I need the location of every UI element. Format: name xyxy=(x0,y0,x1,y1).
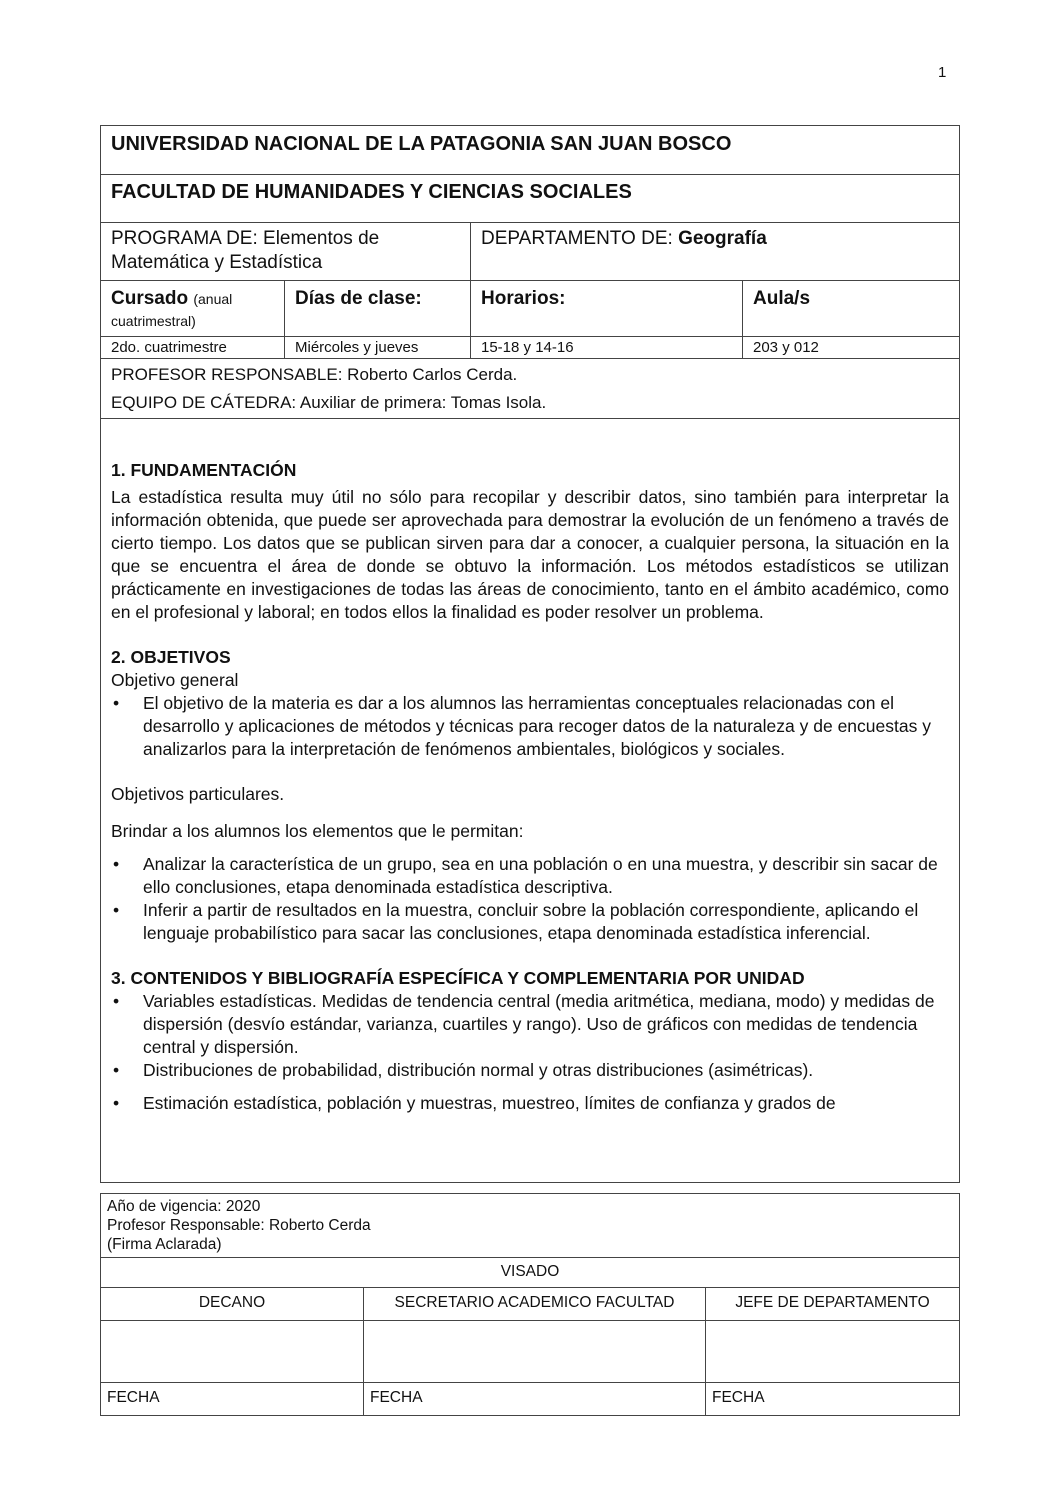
list-item-text: Estimación estadística, población y muestras, muestreo, límites de confianza y grados de xyxy=(143,1093,836,1113)
equipo-catedra: EQUIPO DE CÁTEDRA: Auxiliar de primera: Tomas Isola. xyxy=(111,393,547,412)
program-department-row xyxy=(101,223,959,281)
program-name: Elementos de Matemática y Estadística xyxy=(111,228,380,273)
cursado-header xyxy=(101,281,285,336)
objetivo-general-label: Objetivo general xyxy=(111,670,239,690)
program-body xyxy=(101,419,959,1115)
list-item-text: El objetivo de la materia es dar a los alumnos las herramientas conceptuales relacionadas con el desarrollo y aplicaciones de métodos y técnicas para recoger datos de la naturaleza y de encuestas y analizarlos para la interpretación de fenómenos ambientales, biológicos y sociales. xyxy=(143,693,931,759)
program-frame xyxy=(100,125,960,1183)
contenidos-list xyxy=(111,990,949,1115)
cursado-value: 2do. cuatrimestre xyxy=(101,337,285,358)
list-item-text: Analizar la característica de un grupo, sea en una población o en una muestra, y describir sin sacar de ello conclusiones, etapa denominada estadística descriptiva. xyxy=(143,854,938,897)
schedule-header-row xyxy=(101,281,959,337)
section-fundamentacion xyxy=(111,459,949,624)
signature-row xyxy=(101,1321,959,1383)
bullet-icon: • xyxy=(113,991,120,1011)
bullet-icon: • xyxy=(113,900,120,920)
horarios-header: Horarios: xyxy=(471,281,743,336)
jefe-signature-box xyxy=(706,1321,959,1382)
page-number: 1 xyxy=(938,64,947,81)
list-item-text: Inferir a partir de resultados en la muestra, concluir sobre la población correspondiente, aplicando el lenguaje probabilístico para sacar las conclusiones, etapa denominada estadística inferencial. xyxy=(143,900,919,943)
list-item xyxy=(111,1059,949,1082)
contenidos-heading: 3. CONTENIDOS Y BIBLIOGRAFÍA ESPECÍFICA Y COMPLEMENTARIA POR UNIDAD xyxy=(111,968,805,988)
schedule-values-row xyxy=(101,337,959,359)
list-item-text: Distribuciones de probabilidad, distribución normal y otras distribuciones (asimétricas). xyxy=(143,1060,814,1080)
cursado-label: Cursado xyxy=(111,288,189,309)
bullet-icon: • xyxy=(113,693,120,713)
department-name: Geografía xyxy=(678,228,767,249)
department-cell xyxy=(471,223,959,280)
program-cell xyxy=(101,223,471,280)
secretario-signature-box xyxy=(364,1321,706,1382)
cursado-note: (anual cuatrimestral) xyxy=(111,291,233,329)
bullet-icon: • xyxy=(113,1060,120,1080)
list-item xyxy=(111,853,949,899)
dias-header: Días de clase: xyxy=(285,281,471,336)
program-label: PROGRAMA DE: xyxy=(111,228,258,249)
aulas-header: Aula/s xyxy=(753,288,811,309)
secretario-header: SECRETARIO ACADEMICO FACULTAD xyxy=(364,1288,706,1320)
bullet-icon: • xyxy=(113,854,120,874)
footer-profesor: Profesor Responsable: Roberto Cerda xyxy=(107,1217,371,1234)
objetivos-particulares-intro: Brindar a los alumnos los elementos que le permitan: xyxy=(111,821,524,841)
jefe-fecha: FECHA xyxy=(712,1389,765,1406)
vigencia: Año de vigencia: 2020 xyxy=(107,1198,261,1215)
university-title: UNIVERSIDAD NACIONAL DE LA PATAGONIA SAN JUAN BOSCO xyxy=(101,126,959,175)
faculty-title: FACULTAD DE HUMANIDADES Y CIENCIAS SOCIALES xyxy=(101,175,959,223)
department-label: DEPARTAMENTO DE: xyxy=(481,228,673,249)
decano-header: DECANO xyxy=(101,1288,364,1320)
secretario-fecha: FECHA xyxy=(364,1383,706,1415)
objetivo-general-list xyxy=(111,692,949,761)
list-item-text: Variables estadísticas. Medidas de tendencia central (media aritmética, mediana, modo) y medidas de dispersión (desvío estándar, varianza, cuartiles y rango). Uso de gráficos con medidas de tendencia central y dispersión. xyxy=(143,991,935,1057)
decano-signature-box xyxy=(101,1321,364,1382)
list-item xyxy=(111,692,949,761)
signatories-row xyxy=(101,1288,959,1321)
fundamentacion-heading: 1. FUNDAMENTACIÓN xyxy=(111,460,297,480)
list-item xyxy=(111,990,949,1059)
objetivos-heading: 2. OBJETIVOS xyxy=(111,647,231,667)
profesor-responsable: PROFESOR RESPONSABLE: Roberto Carlos Cerda. xyxy=(111,365,518,384)
approval-footer xyxy=(100,1193,960,1416)
section-contenidos xyxy=(111,967,949,1115)
list-item xyxy=(111,1092,949,1115)
jefe-departamento-header: JEFE DE DEPARTAMENTO xyxy=(735,1294,930,1311)
list-item xyxy=(111,899,949,945)
aulas-value: 203 y 012 xyxy=(753,339,819,356)
objetivos-particulares-label: Objetivos particulares. xyxy=(111,784,285,804)
section-objetivos xyxy=(111,646,949,945)
objetivos-particulares-list xyxy=(111,853,949,945)
horarios-value: 15-18 y 14-16 xyxy=(471,337,743,358)
decano-fecha: FECHA xyxy=(101,1383,364,1415)
firma-aclarada: (Firma Aclarada) xyxy=(107,1236,222,1253)
fundamentacion-text: La estadística resulta muy útil no sólo para recopilar y describir datos, sino también para interpretar la información obtenida, que puede ser aprovechada para demostrar la evolución de un fenómeno a través de cierto tiempo. Los datos que se publican sirven para dar a conocer, a cualquier persona, la situación en la que se encuentra el área de donde se obtuvo la información. Los métodos estadísticos se utilizan prácticamente en investigaciones de todas las áreas de conocimiento, tanto en el ámbito académico, como en el profesional y laboral; en todos ellos la finalidad es poder resolver un problema. xyxy=(111,487,949,622)
dias-value: Miércoles y jueves xyxy=(285,337,471,358)
fecha-row xyxy=(101,1383,959,1415)
staff-block xyxy=(101,359,959,419)
bullet-icon: • xyxy=(113,1093,120,1113)
visado-heading: VISADO xyxy=(101,1258,959,1288)
footer-info xyxy=(101,1194,959,1258)
